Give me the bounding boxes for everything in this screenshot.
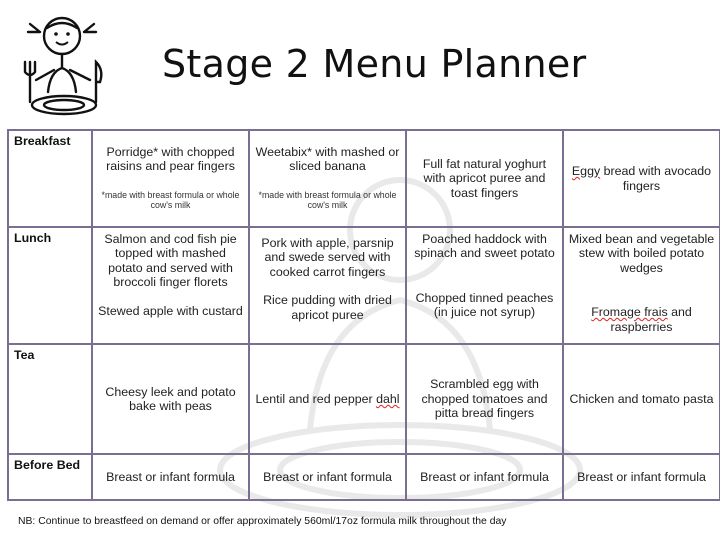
meal-text: Poached haddock with spinach and sweet potato	[414, 232, 555, 261]
menu-cell	[249, 227, 406, 344]
meal-text: Weetabix* with mashed or sliced banana	[255, 145, 400, 174]
table-row-tea	[8, 344, 720, 454]
menu-cell	[406, 130, 563, 227]
menu-cell	[92, 130, 249, 227]
spellcheck-word: Fromage frais	[591, 305, 668, 320]
meal-text: Pork with apple, parsnip and swede served with cooked carrot fingers	[261, 236, 394, 279]
menu-cell	[563, 344, 720, 454]
footnote: NB: Continue to breastfeed on demand or offer approximately 560ml/17oz formula milk throughout the day	[18, 516, 507, 527]
dessert-text-rest: and raspberries	[610, 305, 692, 334]
table-row-lunch	[8, 227, 720, 344]
meal-text: Cheesy leek and potato bake with peas	[105, 384, 236, 413]
child-eating-logo-icon	[14, 10, 114, 120]
menu-cell	[92, 227, 249, 344]
menu-cell	[92, 344, 249, 454]
meal-text: Breast or infant formula	[263, 469, 392, 484]
row-label-before-bed: Before Bed	[8, 454, 92, 500]
dessert-text: Chopped tinned peaches (in juice not syrup)	[415, 290, 554, 320]
meal-text: Breast or infant formula	[577, 469, 706, 484]
meal-text: Scrambled egg with chopped tomatoes and pitta bread fingers	[421, 377, 548, 421]
row-label-lunch: Lunch	[8, 227, 92, 344]
table-row-before-bed	[8, 454, 720, 500]
dessert-text: Stewed apple with custard	[98, 303, 243, 318]
meal-text-start: Lentil and red pepper	[255, 391, 377, 406]
dessert-text: Rice pudding with dried apricot puree	[263, 293, 392, 322]
menu-table	[7, 129, 720, 501]
menu-cell	[563, 130, 720, 227]
meal-note: *made with breast formula or whole cow's milk	[101, 189, 240, 211]
row-label-breakfast: Breakfast	[8, 130, 92, 227]
meal-text-rest: bread with avocado fingers	[600, 164, 712, 193]
row-label-tea: Tea	[8, 344, 92, 454]
meal-text: Mixed bean and vegetable stew with boiled potato wedges	[568, 232, 715, 275]
menu-cell	[249, 130, 406, 227]
spellcheck-word: Eggy	[571, 164, 601, 179]
menu-cell	[406, 344, 563, 454]
menu-cell	[563, 454, 720, 500]
meal-text: Full fat natural yoghurt with apricot puree and toast fingers	[422, 156, 547, 200]
meal-text: Breast or infant formula	[420, 469, 549, 484]
meal-text: Porridge* with chopped raisins and pear fingers	[106, 145, 235, 174]
menu-cell	[249, 344, 406, 454]
menu-cell	[406, 454, 563, 500]
menu-cell	[406, 227, 563, 344]
dessert-text	[568, 305, 715, 334]
page-title: Stage 2 Menu Planner	[162, 42, 587, 86]
meal-text	[568, 164, 715, 193]
table-row-breakfast	[8, 130, 720, 227]
meal-note: *made with breast formula or whole cow's milk	[258, 189, 397, 211]
meal-text: Chicken and tomato pasta	[569, 391, 714, 406]
meal-text: Salmon and cod fish pie topped with mashed potato and served with broccoli finger florets	[104, 232, 237, 290]
menu-cell	[249, 454, 406, 500]
spellcheck-word: dahl	[376, 391, 400, 406]
meal-text	[254, 392, 401, 406]
menu-cell	[92, 454, 249, 500]
meal-text: Breast or infant formula	[106, 469, 235, 484]
menu-cell	[563, 227, 720, 344]
